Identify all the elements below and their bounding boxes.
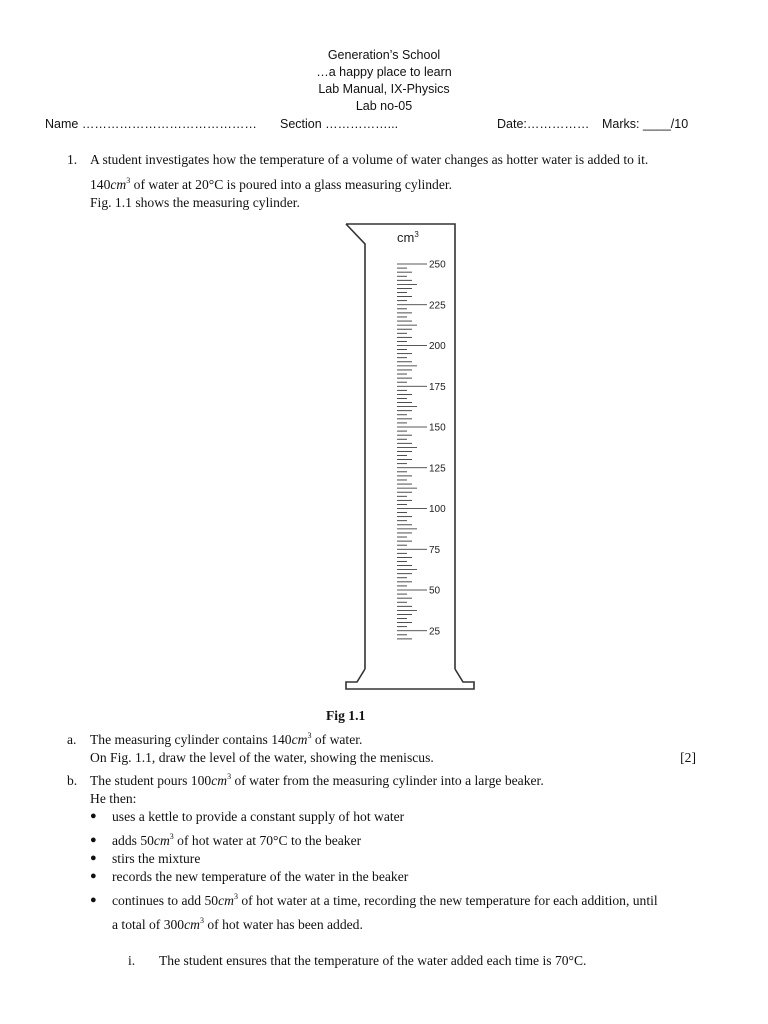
part-b-line-1 <box>90 772 544 789</box>
scale-label: 150 <box>429 422 446 434</box>
bullet-2-text: adds 50 <box>112 833 154 848</box>
scale-label: 125 <box>429 463 446 475</box>
scale-label: 100 <box>429 504 446 515</box>
question-line-3: Fig. 1.1 shows the measuring cylinder. <box>90 195 300 210</box>
scale-label: 50 <box>429 585 441 597</box>
part-b-letter: b. <box>67 773 78 788</box>
sub-question-numeral: i. <box>128 953 136 968</box>
bullet-item-5-continued <box>112 916 363 933</box>
bullet-5-text: continues to add 50 <box>112 893 219 908</box>
bullet-5-cont-unit: cm <box>184 917 200 932</box>
bullet-5-unit-power: 3 <box>233 892 238 901</box>
bullet-item-2 <box>112 832 361 849</box>
part-a-line-1 <box>90 731 362 748</box>
scale-label: 200 <box>429 341 446 352</box>
scale-label: 25 <box>429 626 441 638</box>
sub-question-text: The student ensures that the temperature of the water added each time is 70°C. <box>159 953 587 968</box>
part-a-text-end: of water. <box>311 732 363 747</box>
bullet-item-3: stirs the mixture <box>112 851 201 866</box>
part-b-text: The student pours 100 <box>90 773 212 788</box>
part-a-text: The measuring cylinder contains 140 <box>90 732 292 747</box>
cylinder-outline <box>346 224 474 689</box>
part-b-unit: cm <box>211 773 228 788</box>
part-a-line-2: On Fig. 1.1, draw the level of the water, showing the meniscus. <box>90 750 434 765</box>
question-line-1: A student investigates how the temperature of a volume of water changes as hotter water is added to it. <box>90 152 649 167</box>
student-info-row <box>45 117 705 134</box>
bullet-icon: ● <box>90 810 97 822</box>
bullet-5-cont-unit-power: 3 <box>199 916 204 925</box>
bullet-icon: ● <box>90 870 97 882</box>
scale-ticks <box>397 264 427 639</box>
part-b-text-end: of water from the measuring cylinder into a large beaker. <box>231 773 544 788</box>
marks-blank[interactable]: ____ <box>642 117 671 131</box>
bullet-item-1: uses a kettle to provide a constant supply of hot water <box>112 809 405 824</box>
marks-total: /10 <box>670 117 689 131</box>
bullet-2-unit: cm <box>153 833 170 848</box>
bullet-icon: ● <box>90 852 97 864</box>
marks-field <box>602 117 688 131</box>
bullet-item-5 <box>112 892 658 909</box>
q1-unit: cm <box>110 177 127 192</box>
lab-number: Lab no-05 <box>355 99 413 113</box>
q1-line2-text: of water at 20°C is poured into a glass measuring cylinder. <box>130 177 453 192</box>
q1-unit-power: 3 <box>126 176 131 185</box>
scale-label: 175 <box>429 381 446 393</box>
part-a-unit: cm <box>291 732 308 747</box>
bullet-2-unit-power: 3 <box>169 832 174 841</box>
part-a-marks: [2] <box>680 750 696 765</box>
school-tagline: …a happy place to learn <box>316 65 452 79</box>
bullet-icon: ● <box>90 894 97 906</box>
bullet-icon: ● <box>90 834 97 846</box>
bullet-5-cont-text-end: of hot water has been added. <box>203 917 363 932</box>
measuring-cylinder-figure <box>340 218 480 692</box>
figure-caption: Fig 1.1 <box>326 708 366 723</box>
marks-label: Marks: <box>602 117 640 131</box>
bullet-5-text-end: of hot water at a time, recording the new temperature for each addition, until <box>237 893 658 908</box>
part-b-line-2: He then: <box>90 791 137 806</box>
manual-title: Lab Manual, IX-Physics <box>318 82 450 96</box>
scale-label: 250 <box>429 259 446 271</box>
school-name: Generation’s School <box>327 48 441 62</box>
part-a-letter: a. <box>67 732 77 747</box>
date-field[interactable]: Date:…………… <box>497 117 590 131</box>
question-line-2 <box>90 176 452 193</box>
bullet-item-4: records the new temperature of the water in the beaker <box>112 869 409 884</box>
bullet-5-unit: cm <box>218 893 234 908</box>
section-field[interactable]: Section ……………... <box>280 117 399 131</box>
scale-label: 225 <box>429 300 446 312</box>
cylinder-unit-label: $cm^3$ <box>397 230 419 245</box>
bullet-2-text-end: of hot water at 70°C to the beaker <box>173 833 362 848</box>
q1-volume: 140 <box>90 177 111 192</box>
part-b-unit-power: 3 <box>227 772 232 781</box>
bullet-5-cont-text: a total of 300 <box>112 917 185 932</box>
name-field[interactable]: Name …………………………………… <box>45 117 257 131</box>
scale-label: 75 <box>429 544 441 556</box>
question-number: 1. <box>67 152 78 167</box>
scale-labels <box>429 260 446 638</box>
part-a-unit-power: 3 <box>307 731 312 740</box>
